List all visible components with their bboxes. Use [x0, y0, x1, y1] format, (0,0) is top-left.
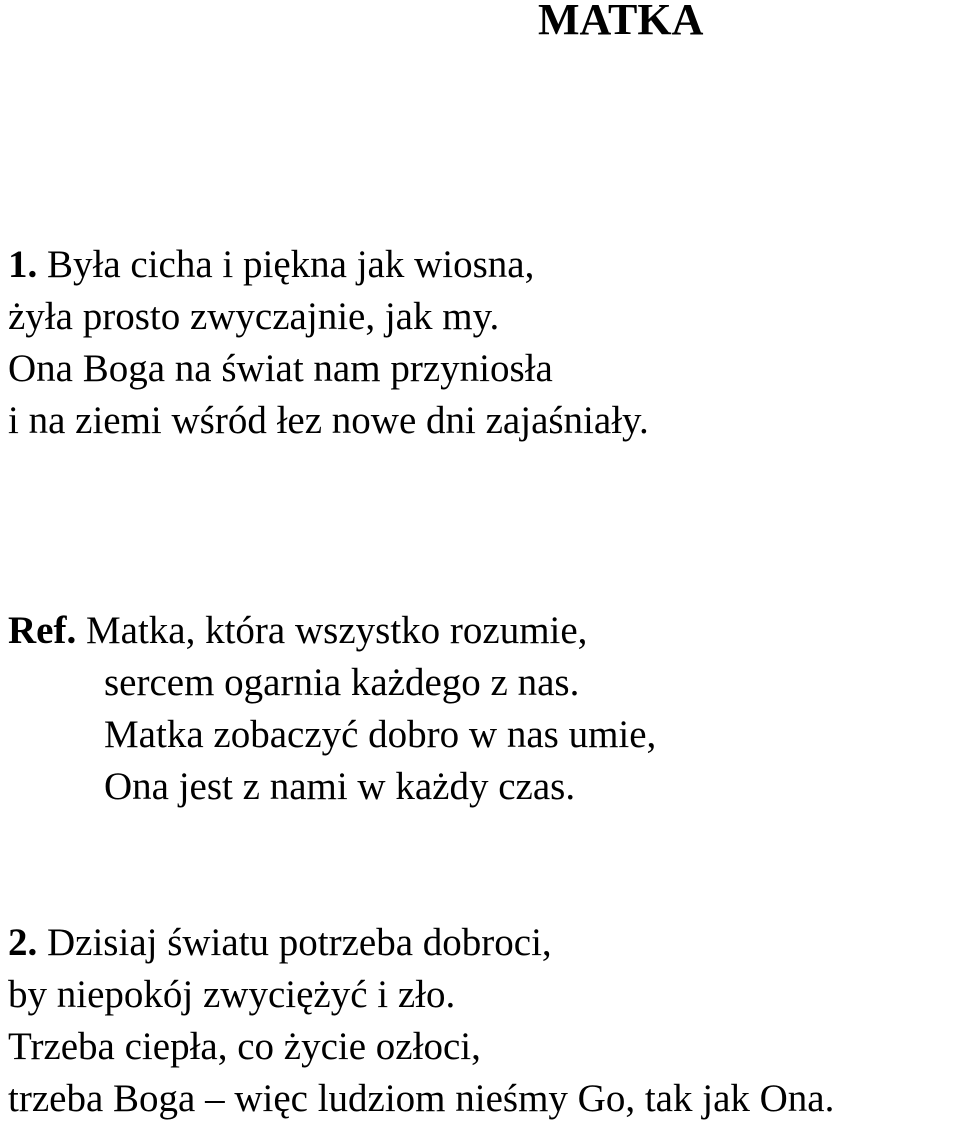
verse-line: trzeba Boga – więc ludziom nieśmy Go, tak jak Ona. [8, 1077, 835, 1120]
verse-line [8, 917, 834, 969]
verse-line [8, 239, 649, 291]
page-title: MATKA [538, 0, 704, 44]
verse-line: żyła prosto zwyczajnie, jak my. [8, 295, 500, 338]
refrain-line: Ona jest z nami w każdy czas. [104, 765, 576, 808]
verse-line: by niepokój zwyciężyć i zło. [8, 973, 456, 1016]
verse-number: 1. [8, 243, 38, 286]
refrain-line: sercem ogarnia każdego z nas. [104, 661, 580, 704]
refrain [8, 605, 656, 813]
verse-line-text: Dzisiaj światu potrzeba dobroci, [47, 921, 552, 964]
verse-line: Ona Boga na świat nam przyniosła [8, 347, 553, 390]
verse-number: 2. [8, 921, 38, 964]
refrain-line: Matka zobaczyć dobro w nas umie, [104, 713, 657, 756]
refrain-label: Ref. [8, 609, 77, 652]
verse-line: i na ziemi wśród łez nowe dni zajaśniały. [8, 399, 649, 442]
verse-2 [8, 917, 834, 1125]
verse-line-text: Była cicha i piękna jak wiosna, [47, 243, 535, 286]
refrain-line-text: Matka, która wszystko rozumie, [85, 609, 588, 652]
verse-1 [8, 239, 649, 447]
refrain-line [8, 605, 656, 657]
verse-line: Trzeba ciepła, co życie ozłoci, [8, 1025, 481, 1068]
